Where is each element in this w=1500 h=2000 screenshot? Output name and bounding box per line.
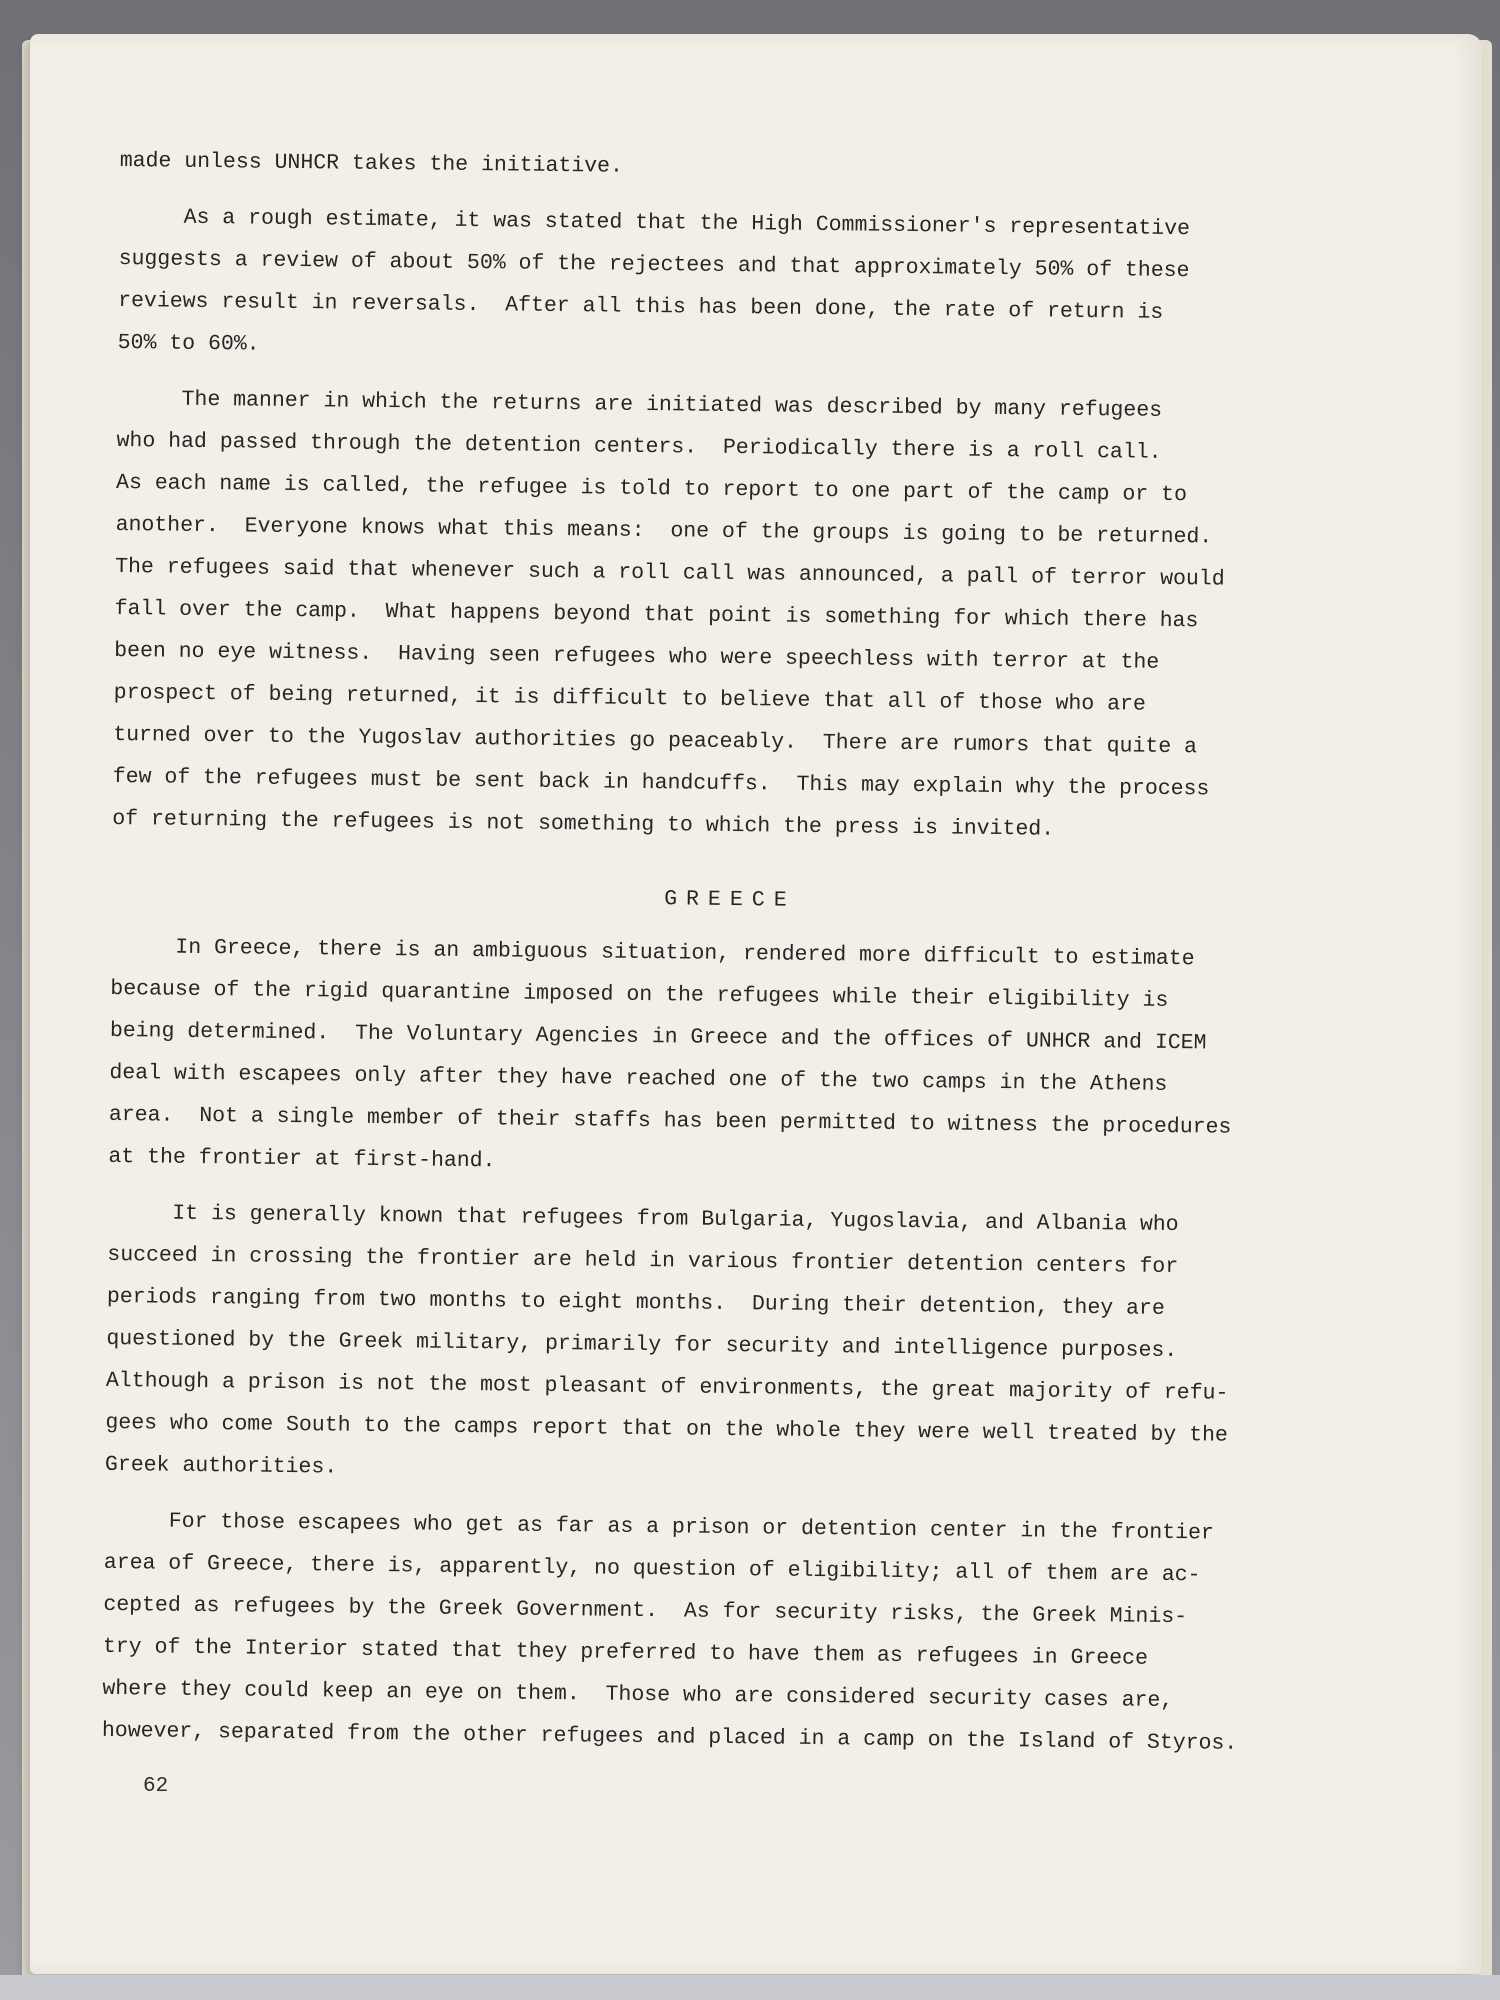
text-line: As each name is called, the refugee is told to report to one part of the camp or to	[115, 470, 1188, 508]
text-line: Greek authorities.	[104, 1452, 338, 1480]
paragraph	[108, 926, 1336, 1192]
text-line: because of the rigid quarantine imposed on the refugees while their eligibility is	[110, 976, 1169, 1013]
text-line: area of Greece, there is, apparently, no question of eligibility; all of them are ac-	[103, 1550, 1201, 1588]
text-line: been no eye witness. Having seen refugees who were speechless with terror at the	[114, 638, 1160, 675]
text-line: reviews result in reversals. After all this has been done, the rate of return is	[118, 288, 1164, 325]
paragraph	[102, 1500, 1330, 1766]
text-line: Although a prison is not the most pleasant of environments, the great majority of refu-	[105, 1368, 1229, 1406]
text-line: succeed in crossing the frontier are held in various frontier detention centers for	[107, 1242, 1179, 1280]
text-line: being determined. The Voluntary Agencies in Greece and the offices of UNHCR and ICEM	[109, 1018, 1207, 1056]
text-line: deal with escapees only after they have reached one of the two camps in the Athens	[109, 1060, 1168, 1097]
text-line: area. Not a single member of their staffs has been permitted to witness the procedures	[108, 1102, 1232, 1140]
text-line: of returning the refugees is not something to which the press is invited.	[112, 806, 1055, 842]
text-line: fall over the camp. What happens beyond that point is something for which there has	[114, 596, 1199, 634]
body-text	[102, 140, 1345, 1780]
text-line: periods ranging from two months to eight months. During their detention, they are	[106, 1284, 1165, 1321]
text-line: questioned by the Greek military, primarily for security and intelligence purposes.	[106, 1326, 1178, 1364]
text-line: 50% to 60%.	[117, 330, 260, 357]
text-line: try of the Interior stated that they preferred to have them as refugees in Greece	[102, 1634, 1149, 1671]
text-line: turned over to the Yugoslav authorities go peaceably. There are rumors that quite a	[113, 722, 1198, 760]
text-line: suggests a review of about 50% of the rejectees and that approximately 50% of these	[118, 246, 1190, 284]
text-line: cepted as refugees by the Greek Government. As for security risks, the Greek Minis-	[103, 1592, 1188, 1630]
text-line: few of the refugees must be sent back in handcuffs. This may explain why the process	[112, 764, 1210, 802]
paragraph	[117, 196, 1344, 378]
text-line: The manner in which the returns are initiated was described by many refugees	[116, 386, 1163, 423]
text-line: however, separated from the other refugees and placed in a camp on the Island of Styros.	[101, 1718, 1238, 1756]
text-line: It is generally known that refugees from Bulgaria, Yugoslavia, and Albania who	[107, 1200, 1179, 1238]
text-line: prospect of being returned, it is difficult to believe that all of those who are	[113, 680, 1146, 717]
bottom-surface	[0, 1975, 1500, 2000]
text-line: another. Everyone knows what this means: one of the groups is going to be returned.	[115, 512, 1213, 550]
paragraph	[105, 1192, 1333, 1500]
text-line: who had passed through the detention centers. Periodically there is a roll call.	[116, 428, 1162, 465]
text-line: The refugees said that whenever such a roll call was announced, a pall of terror would	[115, 554, 1225, 592]
text-line: As a rough estimate, it was stated that the High Commissioner's representative	[118, 204, 1191, 242]
text-line: In Greece, there is an ambiguous situation, rendered more difficult to estimate	[110, 934, 1195, 972]
text-line: gees who come South to the camps report that on the whole they were well treated by the	[105, 1410, 1228, 1448]
text-line: at the frontier at first-hand.	[108, 1144, 496, 1174]
text-line: made unless UNHCR takes the initiative.	[119, 148, 624, 179]
paragraph	[112, 378, 1342, 854]
section-heading: GREECE	[663, 887, 796, 913]
page-number: 62	[143, 1775, 169, 1798]
text-line: where they could keep an eye on them. Those who are considered security cases are,	[102, 1676, 1174, 1714]
text-line: For those escapees who get as far as a prison or detention center in the frontier	[104, 1508, 1214, 1546]
